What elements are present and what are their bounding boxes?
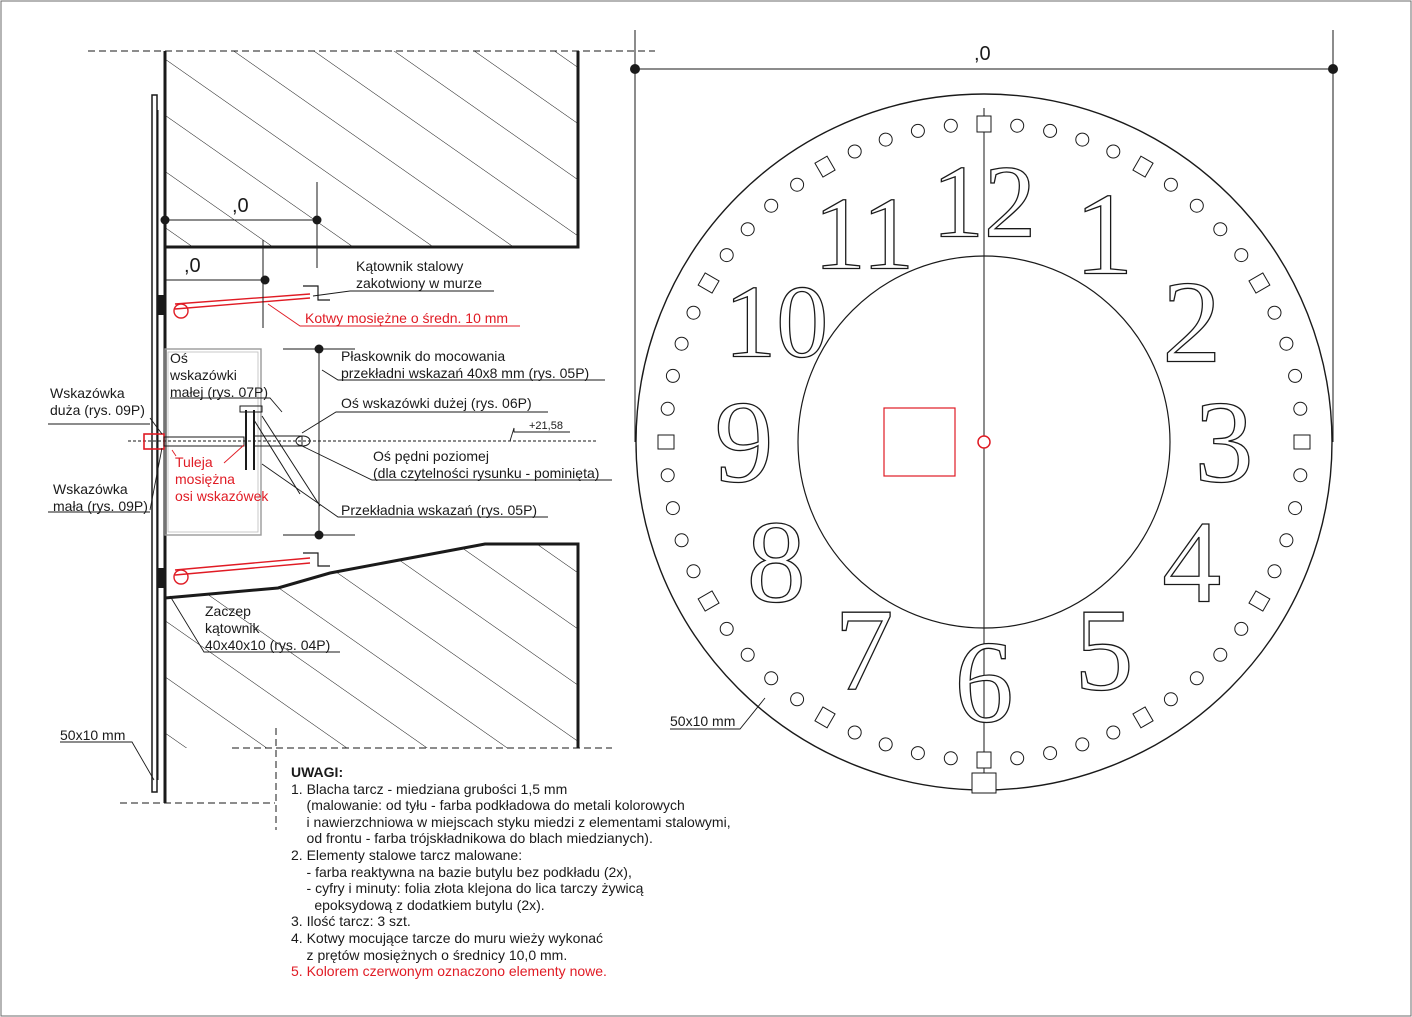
label-plaskownik-1: Płaskownik do mocowania xyxy=(341,348,506,364)
minute-mark xyxy=(944,119,957,132)
minute-mark xyxy=(1190,672,1203,685)
hour-mark xyxy=(977,116,991,132)
minute-mark xyxy=(1164,693,1177,706)
minute-mark xyxy=(666,502,679,515)
minute-mark xyxy=(1294,469,1307,482)
minute-mark xyxy=(879,133,892,146)
brass-anchor-upper xyxy=(174,294,310,318)
clock-dial xyxy=(630,30,1338,793)
minute-mark xyxy=(1011,119,1024,132)
anchor-bolts xyxy=(303,286,330,566)
minute-mark xyxy=(675,337,688,350)
minute-mark xyxy=(911,124,924,137)
minute-mark xyxy=(1268,565,1281,578)
notes-header: UWAGI: xyxy=(291,764,344,780)
label-wsk-mala-2: mała (rys. 09P) xyxy=(53,498,148,514)
minute-mark xyxy=(1044,124,1057,137)
label-plaskownik-2: przekładni wskazań 40x8 mm (rys. 05P) xyxy=(341,365,590,381)
minute-mark xyxy=(687,565,700,578)
minute-mark xyxy=(675,534,688,547)
numeral-1: 1 xyxy=(1074,168,1134,300)
label-kotwy: Kotwy mosiężne o średn. 10 mm xyxy=(305,310,509,326)
minute-mark xyxy=(741,648,754,661)
label-zaczep-1: Zaczep xyxy=(205,603,251,619)
minute-mark xyxy=(1214,223,1227,236)
minute-mark xyxy=(661,402,674,415)
numeral-12: 12 xyxy=(932,144,1036,260)
dim-node xyxy=(630,64,640,74)
numeral-11: 11 xyxy=(813,176,915,292)
minute-mark xyxy=(720,622,733,635)
numeral-5: 5 xyxy=(1074,584,1134,716)
minute-mark xyxy=(1294,402,1307,415)
dim-node xyxy=(1328,64,1338,74)
minute-mark xyxy=(1076,133,1089,146)
note-line-red: 5. Kolorem czerwonym oznaczono elementy nowe. xyxy=(291,963,607,980)
label-katownik-2: zakotwiony w murze xyxy=(356,275,483,291)
note-line: 3. Ilość tarcz: 3 szt. xyxy=(291,913,411,930)
gearbox-bolt xyxy=(240,406,262,412)
note-line: 1. Blacha tarcz - miedziana grubości 1,5 mm xyxy=(291,780,568,797)
numeral-10: 10 xyxy=(724,264,829,380)
label-wsk-duza-1: Wskazówka xyxy=(50,385,125,401)
minute-mark xyxy=(720,249,733,262)
minute-mark xyxy=(741,223,754,236)
minute-mark xyxy=(944,752,957,765)
label-katownik-1: Kątownik stalowy xyxy=(356,258,464,274)
note-line: od frontu - farba trójskładnikowa do blach miedzianych). xyxy=(291,830,653,847)
minute-mark xyxy=(687,306,700,319)
label-zaczep-2: kątownik xyxy=(205,620,260,636)
brass-anchor-lower xyxy=(174,558,310,584)
note-line: (malowanie: od tyłu - farba podkładowa do metali kolorowych xyxy=(291,797,685,814)
label-wsk-mala-1: Wskazówka xyxy=(53,481,128,497)
dim-node xyxy=(261,276,270,285)
steel-angle-lower xyxy=(158,568,166,588)
note-line: 4. Kotwy mocujące tarcze do muru wieży wykonać xyxy=(291,929,604,946)
minute-mark xyxy=(1235,622,1248,635)
numeral-7: 7 xyxy=(834,584,894,716)
minute-mark xyxy=(791,693,804,706)
label-os-duza: Oś wskazówki dużej (rys. 06P) xyxy=(341,395,532,411)
masonry-upper xyxy=(165,51,578,247)
hour-mark xyxy=(658,435,674,449)
minute-mark xyxy=(879,738,892,751)
label-os-mala-1: Oś xyxy=(170,350,188,366)
minute-mark xyxy=(1280,337,1293,350)
label-os-mala-3: małej (rys. 07P) xyxy=(170,384,269,400)
dial-diameter-dimension: ,0 xyxy=(974,43,991,65)
label-zaczep-3: 40x40x10 (rys. 04P) xyxy=(205,637,331,653)
dial-center-hole xyxy=(978,436,990,448)
note-line: epoksydową z dodatkiem butylu (2x). xyxy=(291,896,545,913)
label-tuleja-1: Tuleja xyxy=(175,454,213,470)
steel-angle-upper xyxy=(158,295,166,315)
numeral-2: 2 xyxy=(1162,256,1222,388)
numeral-3: 3 xyxy=(1194,376,1254,508)
minute-mark xyxy=(848,145,861,158)
note-line: z prętów mosiężnych o średnicy 10,0 mm. xyxy=(291,946,568,963)
minute-mark xyxy=(661,469,674,482)
minute-mark xyxy=(1289,369,1302,382)
minute-mark xyxy=(1044,747,1057,760)
label-os-pedni-1: Oś pędni poziomej xyxy=(373,448,489,464)
numeral-6: 6 xyxy=(954,616,1014,748)
label-tuleja-3: osi wskazówek xyxy=(175,488,269,504)
label-tuleja-2: mosiężna xyxy=(175,471,235,487)
numeral-4: 4 xyxy=(1162,496,1222,628)
minute-mark xyxy=(1164,178,1177,191)
minute-mark xyxy=(1280,534,1293,547)
minute-mark xyxy=(1076,738,1089,751)
label-plate-right: 50x10 mm xyxy=(670,713,736,729)
minute-mark xyxy=(1190,199,1203,212)
minute-mark xyxy=(666,369,679,382)
note-line: - farba reaktywna na bazie butylu bez podkładu (2x), xyxy=(291,863,632,880)
numeral-9: 9 xyxy=(714,376,774,508)
hour-mark xyxy=(977,752,991,768)
bracket-diagonal-2 xyxy=(262,416,320,506)
label-os-mala-2: wskazówki xyxy=(170,367,237,383)
dial-hanger-foot xyxy=(972,773,996,793)
minute-mark xyxy=(1011,752,1024,765)
dial-plate-section xyxy=(152,95,157,792)
minute-mark xyxy=(765,672,778,685)
minute-mark xyxy=(848,726,861,739)
label-plate-left: 50x10 mm xyxy=(60,727,126,743)
note-line: i nawierzchniowa w miejscach styku miedzi z elementami stalowymi, xyxy=(291,813,731,830)
wall-depth-upper-dimension: ,0 xyxy=(232,195,249,217)
minute-mark xyxy=(1107,145,1120,158)
minute-mark xyxy=(1268,306,1281,319)
label-os-pedni-2: (dla czytelności rysunku - pominięta) xyxy=(373,465,600,481)
label-przekladnia: Przekładnia wskazań (rys. 05P) xyxy=(341,502,538,518)
minute-mark xyxy=(1214,648,1227,661)
minute-mark xyxy=(791,178,804,191)
minute-mark xyxy=(1235,249,1248,262)
wall-section xyxy=(48,51,655,830)
note-line: 2. Elementy stalowe tarcz malowane: xyxy=(291,846,523,863)
notes-block xyxy=(291,764,811,980)
numeral-8: 8 xyxy=(746,496,806,628)
wall-depth-lower-dimension: ,0 xyxy=(184,255,201,277)
minute-mark xyxy=(1107,726,1120,739)
note-line: - cyfry i minuty: folia złota klejona do lica tarczy żywicą xyxy=(291,880,644,897)
minute-mark xyxy=(765,199,778,212)
elevation-mark: +21,58 xyxy=(529,420,563,432)
minute-mark xyxy=(1289,502,1302,515)
dim-node xyxy=(161,216,170,225)
hour-mark xyxy=(1294,435,1310,449)
minute-mark xyxy=(911,747,924,760)
label-wsk-duza-2: duża (rys. 09P) xyxy=(50,402,145,418)
